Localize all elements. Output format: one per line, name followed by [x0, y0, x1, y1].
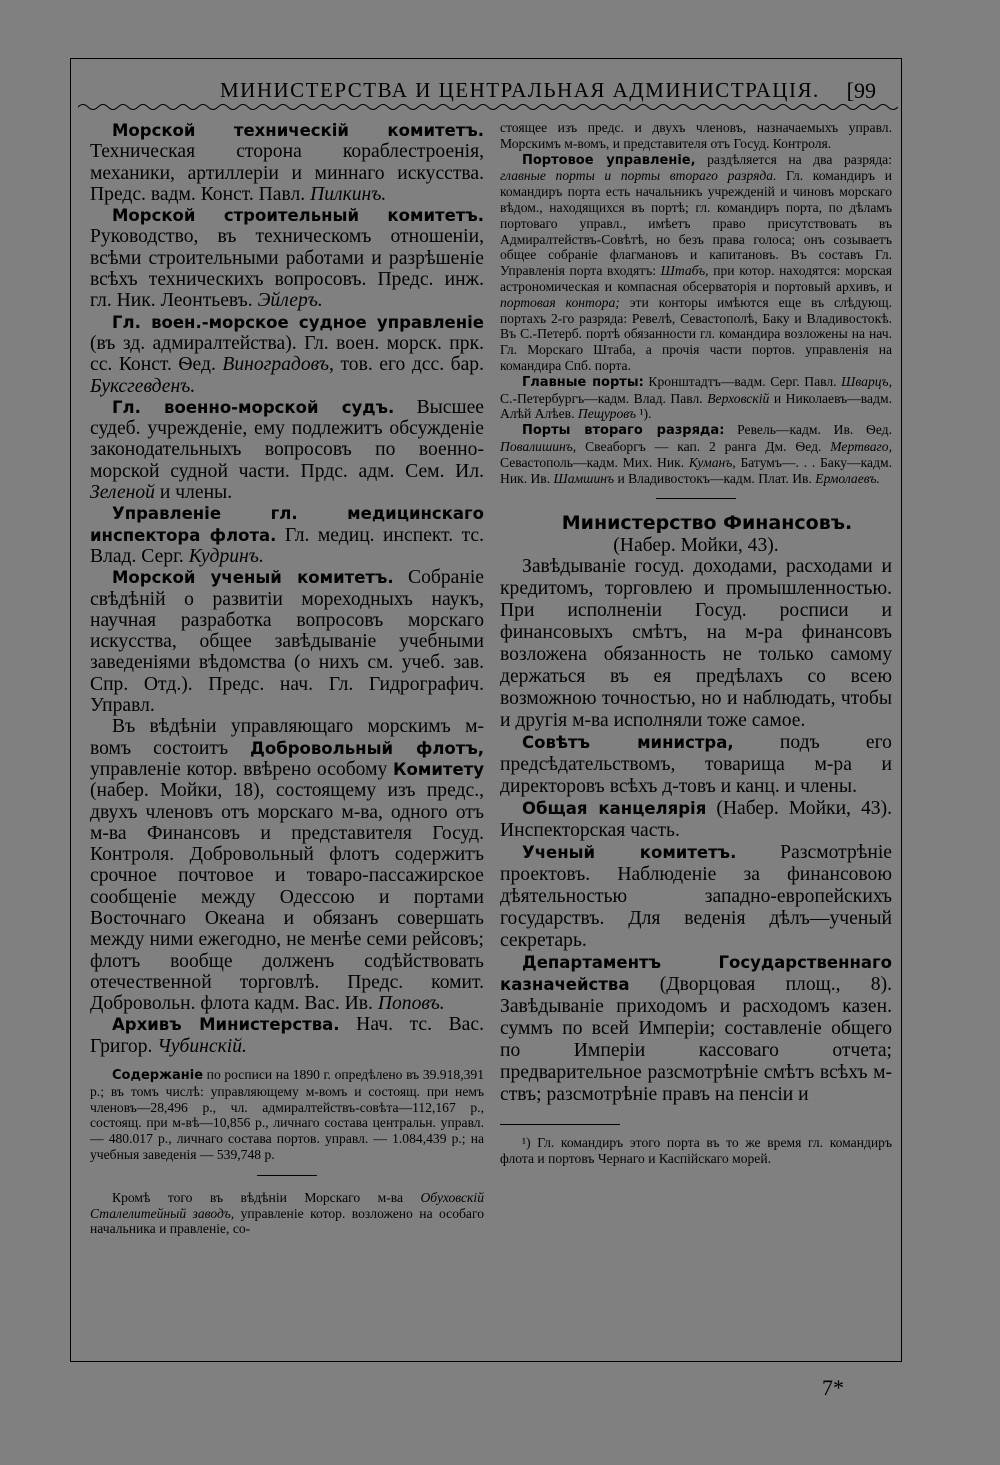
text: Гл. командиръ и командиръ порта есть начальникъ учрежденій и чиновъ морскаго вѣдом., находящихся въ портѣ; гл. командиръ порта, по дѣламъ портоваго управл., имѣетъ право присутствовать въ Адмиралтействъ-Совѣтѣ, но безъ права голоса; онъ созываетъ общее собраніе флагмановъ и капитановъ. Въ составъ Гл. Управленія порта входятъ: [500, 168, 892, 279]
text: Кромѣ того въ вѣдѣніи Морскаго м-ва [112, 1189, 421, 1205]
text: Севастополь—кадм. Мих. Ник. [500, 454, 689, 470]
heading: Совѣтъ министра, [522, 732, 734, 752]
ministry-title: Министерство Финансовъ. [561, 512, 853, 535]
text: Гл. медиц. инспект. тс. Влад. Серг. [90, 524, 484, 567]
para-scientific-committee [90, 567, 484, 716]
heading: Морской техническій комитетъ. [112, 121, 484, 140]
heading: Управленіе гл. медицинскаго инспектора флота. [90, 504, 484, 545]
heading: Главные порты: [522, 374, 644, 390]
italic: портовая контора; [500, 294, 620, 310]
para-continuation: стоящее изъ предс. и двухъ членовъ, назначаемыхъ управл. Морскимъ м-вомъ, и представителя отъ Госуд. Контроля. [500, 120, 892, 151]
text: и Владивостокъ—кадм. Плат. Ив. [614, 470, 816, 486]
name: Зеленой [90, 482, 155, 504]
text: и члены. [154, 482, 233, 504]
heading: Морской строительный комитетъ. [112, 206, 484, 226]
text: управленіе котор. возложено на особаго начальника и правленіе, со- [90, 1205, 484, 1237]
name: Мертваго, [830, 438, 892, 454]
running-header [80, 78, 890, 104]
heading: Морской ученый комитетъ. [112, 568, 394, 588]
signature-mark: 7* [822, 1375, 844, 1400]
text: Ревель—кадм. Ив. Ѳед. [724, 422, 893, 438]
footnote-rule [500, 1124, 620, 1125]
para-finance-intro: Завѣдываніе госуд. доходами, расходами и кредитомъ, торговлею и промышленностью. При исполненіи Госуд. росписи и финансовыхъ смѣтъ, на м-ра финансовъ возложена обязанность не только самому держаться въ ея предѣлахъ со всею возможною точностью, но и наблюдать, чтобы и другія м-ва исполняли тоже самое. [500, 555, 892, 731]
right-column [500, 120, 892, 1167]
italic: главные порты и порты втораго разряда. [500, 168, 777, 184]
name: Кудринъ. [188, 545, 264, 567]
name: Верховскій [707, 390, 770, 406]
text: управленіе котор. ввѣрено особому [90, 758, 394, 780]
para-obukhov [90, 1190, 484, 1237]
name: Куманъ, [688, 454, 736, 470]
heading: Гл. военно-морской судъ. [112, 397, 395, 417]
text: Техническая сторона кораблестроенія, механики, артиллеріи и миннаго искусства. Предс. вадм. Конст. Павл. [90, 141, 484, 205]
name: Пещуровъ [577, 406, 637, 422]
name: Шамшинъ [553, 470, 615, 486]
para-main-ports [500, 374, 892, 422]
para-building-committee [90, 205, 484, 311]
heading: Департаментъ Государственнаго казначейства [500, 952, 892, 994]
text: С.-Петербургъ—кадм. Влад. Павл. [500, 390, 708, 406]
para-volunteer-fleet [90, 716, 484, 1014]
text: (Дворцовая площ., 8). Завѣдываніе приходомъ и расходомъ казен. суммъ по всей Имперіи; составленіе общего по Имперіи кассоваго отчета; предварительное разсмотрѣніе смѣтъ всѣхъ м-ствъ; разсмотрѣніе правъ на пенсіи и [500, 973, 892, 1105]
text: Нач. тс. Вас. Григор. [90, 1014, 484, 1057]
text: по росписи на 1890 г. опредѣлено въ 39.918,391 р.; въ томъ числѣ: управляющему м-вомъ и состоящ. при немъ членовъ—28,496 р., чл. адмиралтействъ-совѣта—112,167 р., состоящ. при м-вѣ—10,856 р., личнаго состава центральн. управл. — 480.017 р., личнаго состава портов. управл. — 1.084,439 р.; на учебныя заведенія — 539,748 р. [90, 1067, 484, 1163]
ministry-address: (Набер. Мойки, 43). [613, 534, 779, 556]
footnote: ¹) Гл. командиръ этого порта въ то же время гл. командиръ флота и портовъ Чернаго и Каспійскаго морей. [500, 1134, 892, 1166]
text: раздѣляется на два разряда: [695, 151, 892, 167]
text: Батумъ—. . . Баку—кадм. Ник. Ив. [500, 454, 892, 486]
name: Пилкинъ. [310, 183, 387, 205]
para-port-admin [500, 152, 892, 374]
italic: Штабъ, [660, 263, 709, 279]
name: Эйлеръ. [257, 290, 323, 312]
text: (Набер. Мойки, 43). Инспекторская часть. [500, 797, 893, 841]
text: и Николаевъ—вадм. Алѣй Алѣев. [500, 390, 892, 422]
name: Обуховскій Сталелитейный заводъ, [90, 1189, 484, 1221]
para-court-admin [90, 312, 484, 397]
para-tech-committee [90, 120, 484, 205]
header-title: МИНИСТЕРСТВА И ЦЕНТРАЛЬНАЯ АДМИНИСТРАЦІЯ. [220, 78, 820, 102]
text: подъ его предсѣдательствомъ, товарища м-ра и директоровъ всѣхъ д-товъ и канц. и члены. [500, 731, 892, 797]
name: Ермолаевъ. [815, 470, 880, 486]
heading: Комитету [393, 759, 484, 779]
para-medical-inspector [90, 503, 484, 567]
para-budget [90, 1067, 484, 1163]
para-council [500, 732, 892, 798]
text: ¹). [636, 406, 652, 422]
name: Повалишинъ, [500, 438, 577, 454]
text: Свеаборгъ — кап. 2 ранга Дм. Ѳед. [576, 438, 831, 454]
name: Шварцъ, [841, 373, 892, 389]
heading: Гл. воен.-морское судное управленіе [112, 312, 484, 332]
para-naval-court [90, 397, 484, 503]
para-archive [90, 1014, 484, 1057]
page-number: [99 [846, 78, 876, 103]
text: (въ зд. адмиралтейства). Гл. воен. морск. прк. сс. Конст. Ѳед. [90, 332, 484, 376]
name: Буксгевденъ. [90, 375, 196, 397]
finance-body [500, 556, 892, 1106]
para-scientific [500, 842, 892, 952]
heading: Содержаніе [112, 1068, 204, 1084]
text: Въ вѣдѣніи управляющаго морскимъ м-вомъ состоитъ [90, 716, 484, 759]
para-treasury [500, 952, 892, 1106]
heading: Портовое управленіе, [522, 152, 696, 168]
text: Высшее судеб. учрежденіе, ему подлежитъ обсужденіе законодательныхъ вопросовъ по военно-морской судной части. Прдс. адм. Сем. Ил. [90, 396, 484, 482]
para-chancellery [500, 798, 892, 842]
text: Руководство, въ техническомъ отношеніи, всѣми строительными работами и разрѣшеніе всѣхъ техническихъ вопросовъ. Предс. инж. гл. Ник. Леонтьевъ. [90, 226, 484, 312]
heading: Порты втораго разряда: [522, 423, 725, 439]
wavy-rule [78, 102, 898, 112]
text: Собраніе свѣдѣній о развитіи мореходныхъ наукъ, научная разработка вопросовъ морскаго искусства, общее завѣдываніе учебными заведеніями вѣдомства (о нихъ см. учеб. зав. Спр. Отд.). Предс. нач. Гл. Гидрографич. Управл. [90, 567, 485, 717]
left-column [90, 120, 484, 1237]
divider [656, 498, 736, 499]
text: тов. его дсс. бар. [333, 354, 484, 376]
text: при котор. находятся: морская астрономическая и компасная обсерваторія и портовый архивъ, и [500, 263, 892, 294]
text: эти конторы имѣются еще въ слѣдующ. портахъ 2-го разряда: Ревелѣ, Севастополѣ, Баку и Владивостокѣ. Въ С.-Петерб. портѣ обязанности гл. командира возложены на нач. Гл. Морскаго Штаба, а прочія части портов. управленія на командира Спб. порта. [500, 294, 892, 373]
heading: Добровольный флотъ, [250, 738, 484, 758]
heading: Архивъ Министерства. [112, 1015, 340, 1035]
heading: Общая канцелярія [522, 798, 707, 818]
divider [257, 1175, 317, 1176]
name: Поповъ. [377, 993, 445, 1015]
text: (набер. Мойки, 18), состоящему изъ предс., двухъ членовъ отъ морскаго м-ва, одного отъ м-ва Финансовъ и представителя Госуд. Контроля. Добровольный флотъ содержитъ срочное почтовое и товаро-пассажирское сообщеніе между Одессою и портами Восточнаго Океана и обязанъ совершать между ними ежегодно, не менѣе семи рейсовъ; флотъ вообще долженъ содѣйствовать отечественной торговлѣ. Предс. комит. Добровольн. флота кадм. Вас. Ив. [90, 780, 484, 1015]
text: Кронштадтъ—вадм. Серг. Павл. [643, 373, 842, 389]
heading: Ученый комитетъ. [522, 842, 737, 862]
para-second-ports [500, 422, 892, 486]
name: Чубинскій. [157, 1035, 247, 1057]
text: Разсмотрѣніе проектовъ. Наблюденіе за финансовою дѣятельностью западно-европейскихъ государствъ. Для веденія дѣлъ—ученый секретарь. [500, 841, 893, 951]
name: Виноградовъ, [222, 354, 334, 376]
